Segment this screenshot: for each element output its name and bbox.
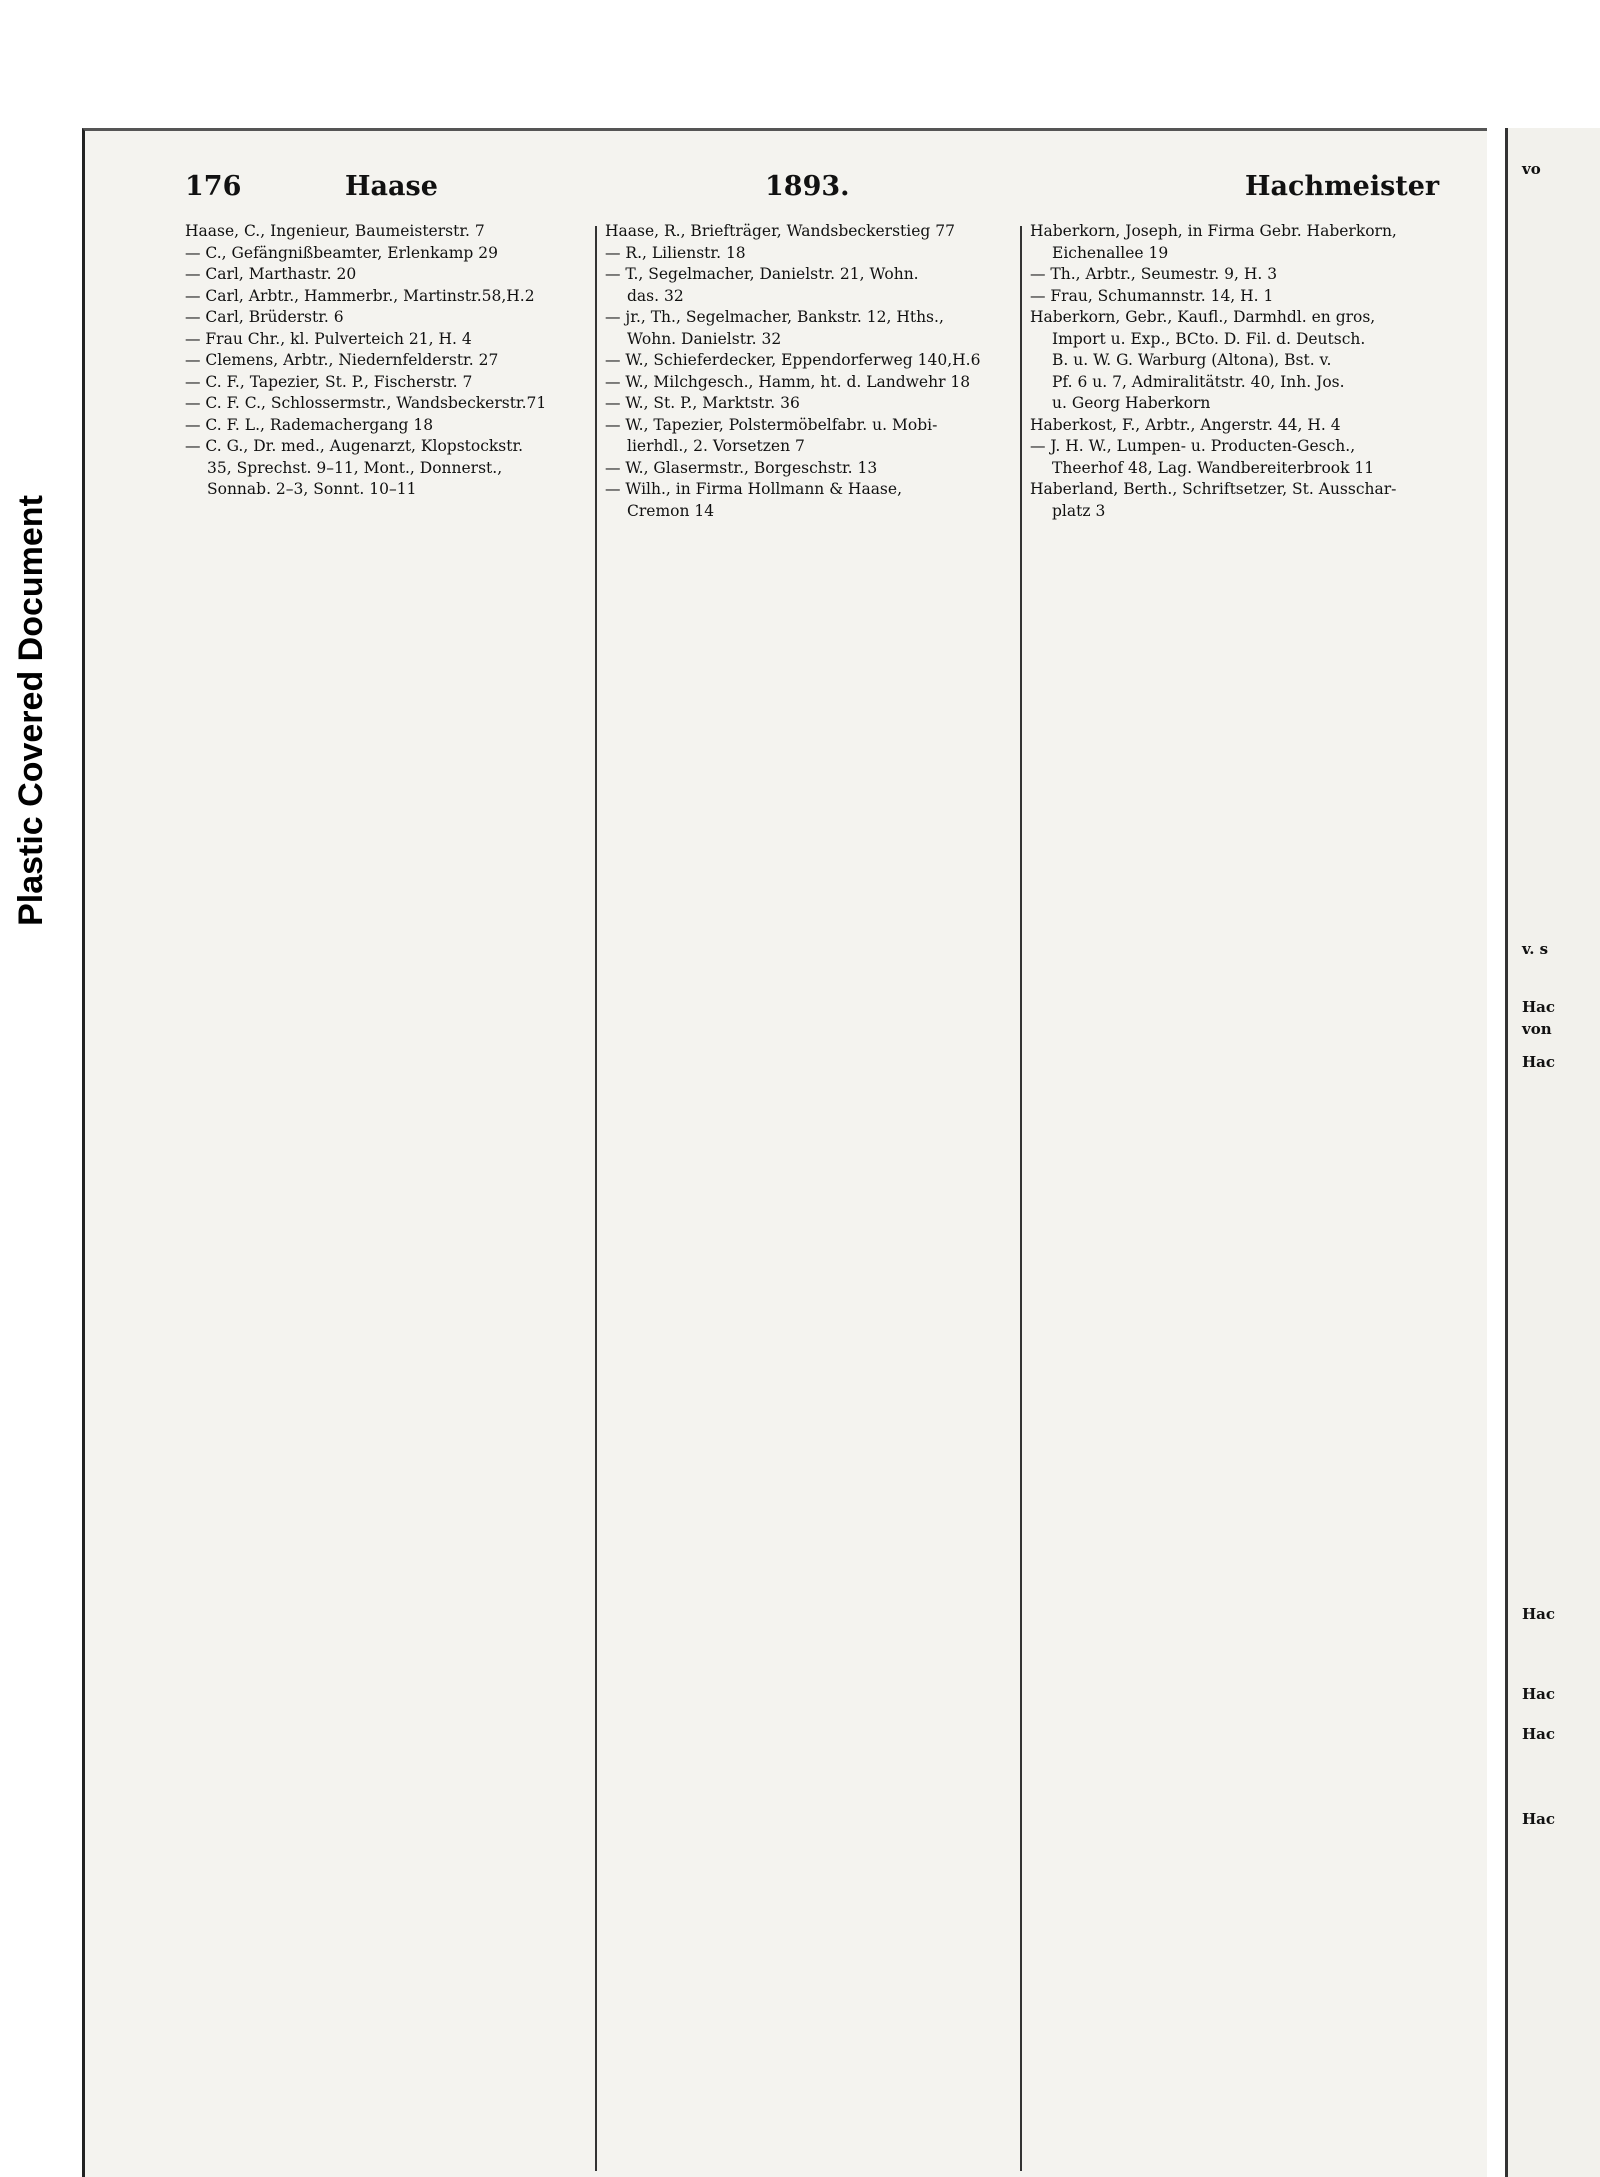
cutoff-fragment: von bbox=[1522, 1020, 1552, 1038]
directory-line: Eichenallee 19 bbox=[1052, 243, 1169, 262]
cutoff-fragment: Hac bbox=[1522, 1685, 1556, 1703]
directory-line: Cremon 14 bbox=[627, 501, 715, 520]
directory-line: — Frau, Schumannstr. 14, H. 1 bbox=[1030, 286, 1274, 305]
directory-line: — Th., Arbtr., Seumestr. 9, H. 3 bbox=[1030, 265, 1278, 283]
directory-line: — R., Lilienstr. 18 bbox=[605, 243, 746, 262]
directory-line: — C. F. L., Rademachergang 18 bbox=[185, 415, 434, 434]
side-label-text: Plastic Covered Document bbox=[11, 494, 50, 926]
directory-line: — W., St. P., Marktstr. 36 bbox=[605, 394, 800, 412]
directory-line: — Wilh., in Firma Hollmann & Haase, bbox=[605, 480, 902, 498]
header-year: 1893. bbox=[765, 171, 850, 202]
directory-line: Import u. Exp., BCto. D. Fil. d. Deutsch. bbox=[1052, 329, 1366, 348]
directory-line: Haberkorn, Gebr., Kaufl., Darmhdl. en gros, bbox=[1030, 308, 1376, 326]
directory-line: das. 32 bbox=[627, 286, 684, 305]
directory-line: — Carl, Brüderstr. 6 bbox=[185, 308, 344, 326]
directory-line: — C. F., Tapezier, St. P., Fischerstr. 7 bbox=[185, 372, 473, 391]
directory-line: — W., Tapezier, Polstermöbelfabr. u. Mobi- bbox=[605, 415, 938, 434]
column-rule bbox=[595, 226, 597, 2171]
directory-line: — J. H. W., Lumpen- u. Producten-Gesch., bbox=[1030, 437, 1356, 455]
directory-line: Haase, C., Ingenieur, Baumeisterstr. 7 bbox=[185, 222, 485, 240]
cutoff-fragment: Hac bbox=[1522, 998, 1556, 1016]
directory-line: — jr., Th., Segelmacher, Bankstr. 12, Hths., bbox=[605, 308, 944, 326]
header-left-word: Haase bbox=[345, 171, 438, 202]
directory-page bbox=[82, 128, 1487, 2177]
directory-line: Haberkorn, Joseph, in Firma Gebr. Haberkorn, bbox=[1030, 222, 1397, 240]
cutoff-fragment: vo bbox=[1522, 160, 1541, 178]
column-1 bbox=[185, 221, 585, 501]
directory-line: — C., Gefängnißbeamter, Erlenkamp 29 bbox=[185, 243, 498, 262]
column-3 bbox=[1030, 221, 1440, 522]
directory-line: Theerhof 48, Lag. Wandbereiterbrook 11 bbox=[1052, 458, 1375, 477]
directory-line: — W., Glasermstr., Borgeschstr. 13 bbox=[605, 458, 878, 477]
next-page-cutoff bbox=[1505, 128, 1600, 2177]
side-label bbox=[0, 430, 62, 990]
directory-line: Haberkost, F., Arbtr., Angerstr. 44, H. 4 bbox=[1030, 415, 1341, 434]
page-number: 176 bbox=[185, 171, 242, 202]
directory-line: u. Georg Haberkorn bbox=[1052, 394, 1211, 412]
cutoff-fragment: Hac bbox=[1522, 1725, 1556, 1743]
directory-line: — W., Schieferdecker, Eppendorferweg 140,H.6 bbox=[605, 351, 981, 369]
directory-line: Pf. 6 u. 7, Admiralitätstr. 40, Inh. Jos. bbox=[1052, 372, 1345, 391]
directory-line: Haase, R., Briefträger, Wandsbeckerstieg 77 bbox=[605, 222, 955, 240]
cutoff-fragment: Hac bbox=[1522, 1605, 1556, 1623]
cutoff-fragment: v. s bbox=[1522, 940, 1549, 958]
directory-line: — Carl, Arbtr., Hammerbr., Martinstr.58,H.2 bbox=[185, 286, 535, 305]
directory-line: — C. G., Dr. med., Augenarzt, Klopstockstr. bbox=[185, 437, 524, 455]
directory-line: lierhdl., 2. Vorsetzen 7 bbox=[627, 437, 805, 455]
directory-line: Sonnab. 2–3, Sonnt. 10–11 bbox=[207, 480, 417, 498]
directory-line: — Clemens, Arbtr., Niedernfelderstr. 27 bbox=[185, 351, 499, 369]
directory-line: Wohn. Danielstr. 32 bbox=[627, 329, 782, 348]
directory-line: B. u. W. G. Warburg (Altona), Bst. v. bbox=[1052, 351, 1332, 369]
directory-line: — Frau Chr., kl. Pulverteich 21, H. 4 bbox=[185, 329, 472, 348]
directory-line: — W., Milchgesch., Hamm, ht. d. Landwehr 18 bbox=[605, 372, 971, 391]
directory-line: platz 3 bbox=[1052, 501, 1106, 520]
cutoff-fragment: Hac bbox=[1522, 1053, 1556, 1071]
header-right-word: Hachmeister bbox=[1245, 171, 1440, 202]
page-header bbox=[185, 171, 1440, 211]
directory-line: 35, Sprechst. 9–11, Mont., Donnerst., bbox=[207, 458, 503, 477]
directory-line: — T., Segelmacher, Danielstr. 21, Wohn. bbox=[605, 265, 919, 283]
column-rule bbox=[1020, 226, 1022, 2171]
directory-line: Haberland, Berth., Schriftsetzer, St. Ausschar- bbox=[1030, 480, 1397, 498]
column-2 bbox=[605, 221, 1010, 522]
directory-line: — C. F. C., Schlossermstr., Wandsbeckerstr.71 bbox=[185, 394, 547, 412]
cutoff-fragment: Hac bbox=[1522, 1810, 1556, 1828]
directory-line: — Carl, Marthastr. 20 bbox=[185, 265, 357, 283]
